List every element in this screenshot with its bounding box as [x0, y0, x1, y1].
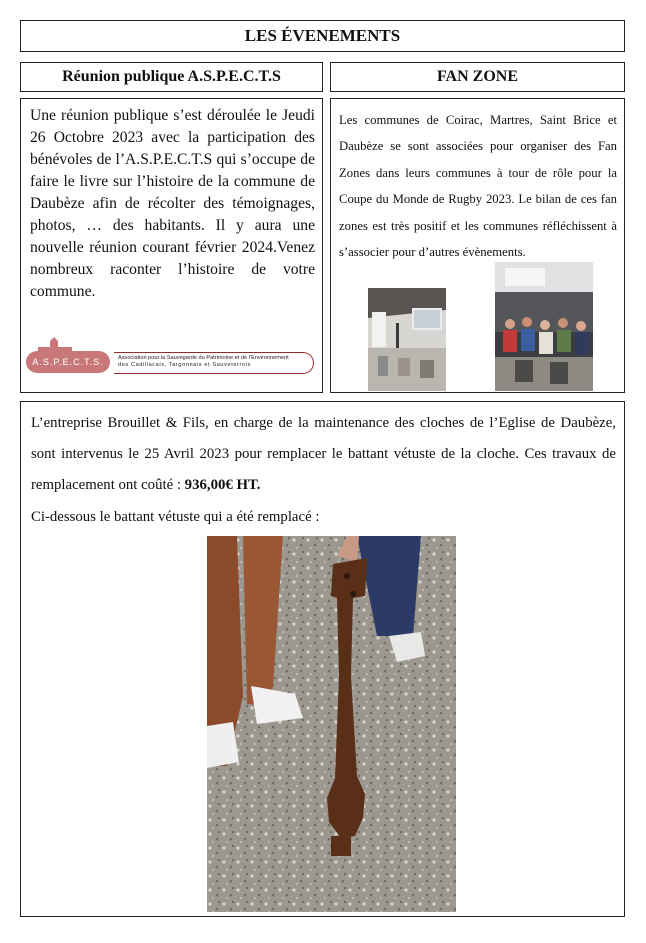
logo-badge: A.S.P.E.C.T.S.: [26, 351, 110, 373]
reunion-text: Une réunion publique s’est déroulée le Jeudi 26 Octobre 2023 avec la participation des bénévoles de l’A.S.P.E.C.T.S qui s’occupe de faire le livre sur l’histoire de la commune de Daubèze afin de récolter des témoignages, photos, … des habitants. Il y aura une nouvelle réunion courant février 2024.Venez nombreux raconter l’histoire de votre commune.: [30, 107, 315, 300]
logo-line-2: des Cadillacais, Targonnais et Sauveterrois: [118, 362, 251, 368]
fanzone-photo-crowd: [495, 262, 593, 391]
logo-description: [114, 352, 314, 374]
bell-clapper-photo: [207, 536, 456, 912]
reunion-title: Réunion publique A.S.P.E.C.T.S: [20, 62, 323, 92]
reunion-panel: [20, 98, 323, 393]
aspects-logo: [26, 337, 318, 377]
bell-caption: Ci-dessous le battant vétuste qui a été remplacé :: [31, 509, 320, 525]
bell-cost: 936,00€ HT.: [184, 477, 261, 493]
fanzone-text: Les communes de Coirac, Martres, Saint Brice et Daubèze se sont associées pour organiser des Fan Zones dans leurs communes à tour de rôle pour la Coupe du Monde de Rugby 2023. Le bilan de ces fan zones est très positif et les communes réfléchissent à s’associer pour d’autres évènements.: [339, 113, 617, 260]
fanzone-title: FAN ZONE: [330, 62, 625, 92]
bell-text: [31, 408, 616, 501]
page-title: LES ÉVENEMENTS: [20, 20, 625, 52]
bell-text-body: L’entreprise Brouillet & Fils, en charge de la maintenance des cloches de l’Eglise de Daubèze, sont intervenus le 25 Avril 2023 pour remplacer le battant vétuste de la cloche. Ces travaux de remplacement ont coûté :: [31, 415, 616, 493]
logo-line-1: Association pour la Sauvegarde du Patrimoine et de l’Environnement: [118, 355, 289, 361]
fanzone-photo-screen: [368, 288, 446, 391]
fanzone-panel: [330, 98, 625, 393]
bell-panel: [20, 401, 625, 917]
